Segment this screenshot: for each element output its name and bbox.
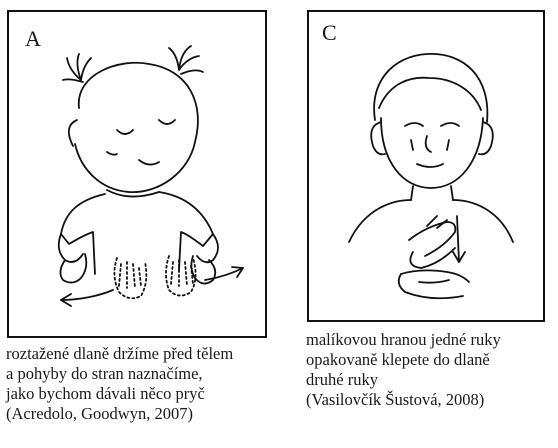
caption-c-line: opakovaně klepete do dlaně xyxy=(306,350,490,369)
caption-panel-c xyxy=(306,330,501,410)
child-signing-illustration-icon xyxy=(309,12,543,320)
caption-c-line: malíkovou hranou jedné ruky xyxy=(306,330,501,349)
illustration-panel-c xyxy=(307,10,545,322)
caption-c-line: druhé ruky xyxy=(306,370,378,389)
panel-letter-a: A xyxy=(25,26,41,51)
caption-a-line: jako bychom dávali něco pryč xyxy=(6,384,205,403)
caption-a-citation: (Acredolo, Goodwyn, 2007) xyxy=(6,404,193,423)
caption-a-line: roztažené dlaně držíme před tělem xyxy=(6,344,234,363)
caption-c-citation: (Vasilovčík Šustová, 2008) xyxy=(306,390,485,409)
panel-letter-c: C xyxy=(322,20,337,45)
caption-panel-a xyxy=(6,344,233,424)
baby-signing-illustration-icon xyxy=(9,12,265,336)
illustration-panel-a xyxy=(7,10,267,338)
caption-a-line: a pohyby do stran naznačíme, xyxy=(6,364,203,383)
